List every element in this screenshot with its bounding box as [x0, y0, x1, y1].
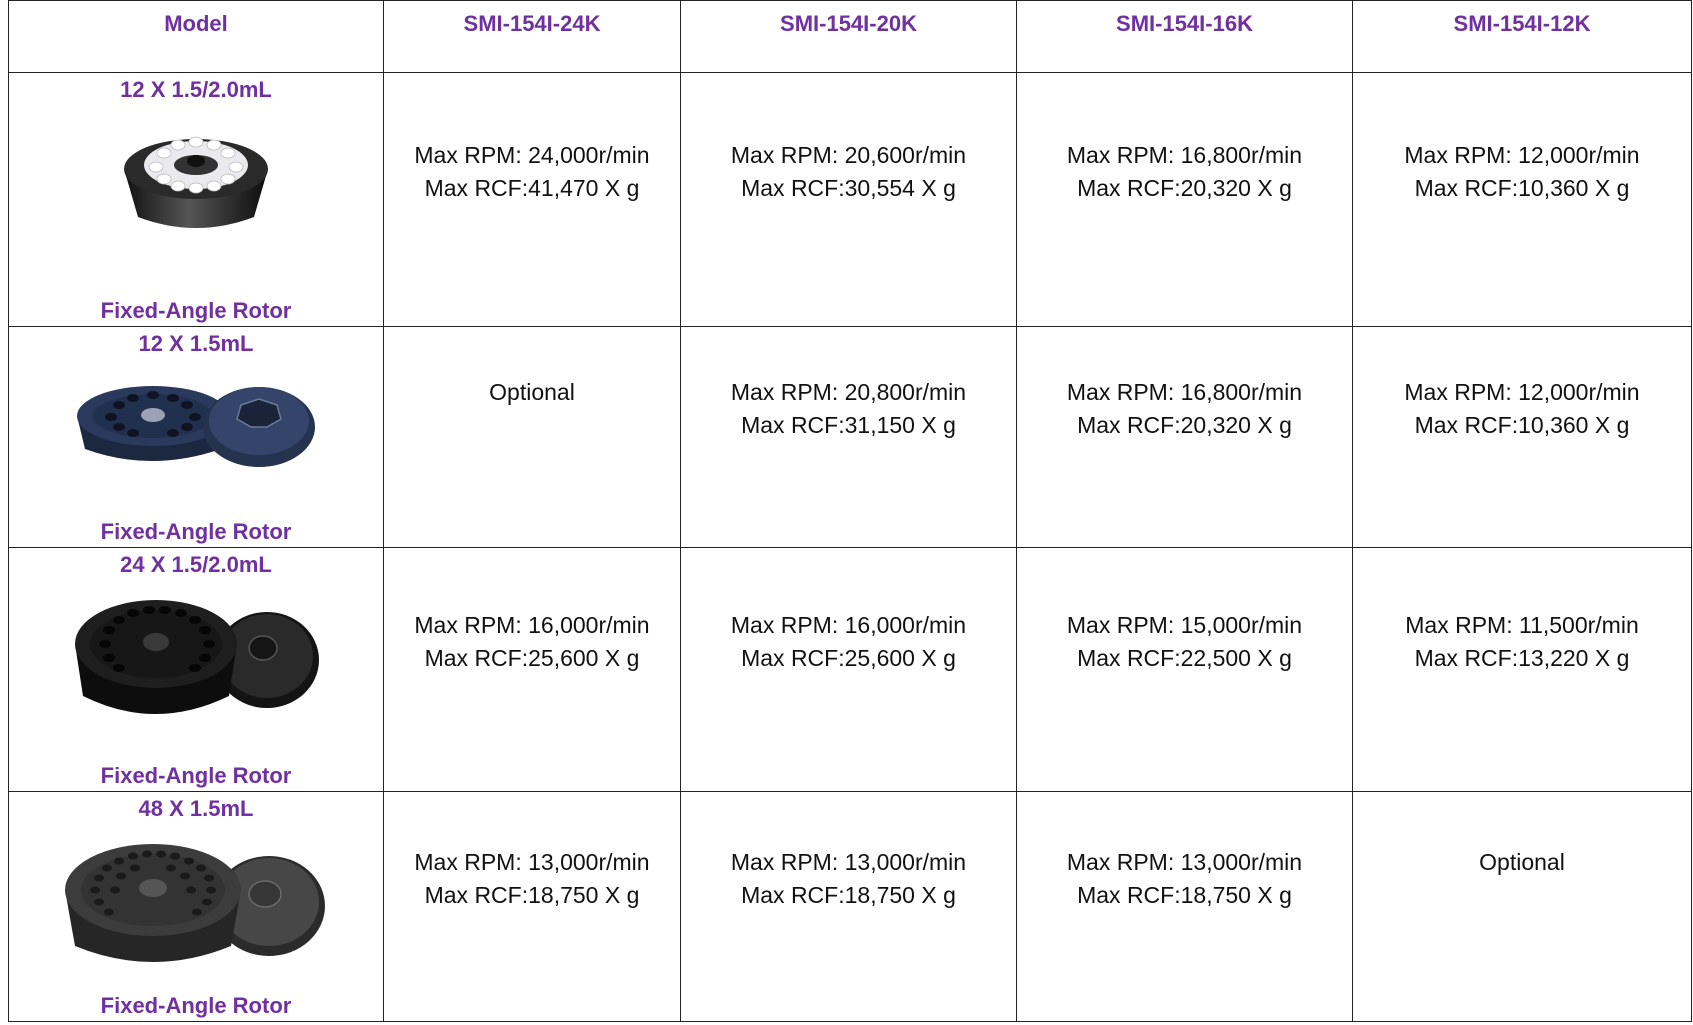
rotor-with-lid-image — [9, 361, 383, 481]
max-rcf: Max RCF:25,600 X g — [741, 644, 956, 671]
table-row — [9, 327, 1692, 548]
max-rcf: Max RCF:31,150 X g — [741, 412, 956, 438]
rotor-with-lid-image — [9, 828, 383, 978]
max-rcf: Max RCF:18,750 X g — [741, 881, 956, 908]
spec-cell — [681, 792, 1017, 1022]
spec-cell — [1353, 73, 1692, 327]
max-rcf: Max RCF:13,220 X g — [1414, 644, 1630, 671]
spec-cell — [1017, 73, 1353, 327]
spec-cell — [681, 73, 1017, 327]
max-rcf: Max RCF:30,554 X g — [741, 174, 956, 201]
max-rcf: Max RCF:18,750 X g — [1077, 881, 1292, 908]
rotor-capacity: 48 X 1.5mL — [138, 796, 254, 821]
rotor-type: Fixed-Angle Rotor — [100, 519, 292, 544]
max-rpm: Max RPM: 11,500r/min — [1405, 611, 1639, 638]
header-model-24k: SMI-154I-24K — [384, 1, 681, 73]
fixed-angle-rotor-image — [9, 109, 383, 239]
table-row — [9, 792, 1692, 1022]
spec-cell — [384, 792, 681, 1022]
rotor-type: Fixed-Angle Rotor — [100, 298, 292, 323]
spec-cell — [1017, 327, 1353, 548]
max-rcf: Max RCF:10,360 X g — [1414, 412, 1630, 438]
max-rpm: Max RPM: 16,000r/min — [730, 611, 967, 638]
spec-cell — [1017, 792, 1353, 1022]
max-rcf: Max RCF:10,360 X g — [1414, 174, 1630, 201]
max-rpm: Max RPM: 12,000r/min — [1404, 379, 1640, 405]
optional-label: Optional — [489, 379, 575, 405]
table-row — [9, 548, 1692, 792]
spec-cell — [1353, 548, 1692, 792]
max-rpm: Max RPM: 16,800r/min — [1066, 141, 1303, 168]
rotor-model-cell — [9, 73, 384, 327]
header-row — [9, 1, 1692, 73]
max-rpm: Max RPM: 13,000r/min — [1066, 848, 1303, 875]
rotor-type: Fixed-Angle Rotor — [100, 993, 292, 1018]
spec-cell — [1353, 327, 1692, 548]
rotor-capacity: 24 X 1.5/2.0mL — [120, 552, 272, 577]
max-rpm: Max RPM: 24,000r/min — [414, 141, 650, 168]
max-rcf: Max RCF:20,320 X g — [1077, 174, 1292, 201]
header-model-16k: SMI-154I-16K — [1017, 1, 1353, 73]
max-rcf — [1353, 879, 1691, 912]
spec-cell — [384, 73, 681, 327]
spec-cell — [384, 548, 681, 792]
rotor-type: Fixed-Angle Rotor — [100, 763, 292, 788]
max-rcf: Max RCF:18,750 X g — [424, 881, 640, 908]
rotor-with-lid-image — [9, 582, 383, 732]
max-rpm: Max RPM: 15,000r/min — [1066, 611, 1303, 638]
rotor-capacity: 12 X 1.5/2.0mL — [120, 77, 272, 102]
max-rcf: Max RCF:41,470 X g — [424, 174, 640, 201]
max-rpm: Max RPM: 13,000r/min — [414, 848, 650, 875]
max-rpm: Max RPM: 13,000r/min — [730, 848, 967, 875]
spec-cell — [681, 548, 1017, 792]
spec-cell — [1353, 792, 1692, 1022]
max-rcf: Max RCF:22,500 X g — [1077, 644, 1292, 671]
header-model: Model — [9, 1, 384, 73]
max-rcf: Max RCF:25,600 X g — [424, 644, 640, 671]
max-rpm: Max RPM: 12,000r/min — [1404, 141, 1640, 168]
rotor-model-cell — [9, 792, 384, 1022]
spec-cell — [1017, 548, 1353, 792]
rotor-capacity: 12 X 1.5mL — [138, 331, 254, 356]
optional-label: Optional — [1479, 848, 1565, 875]
max-rpm: Max RPM: 16,800r/min — [1066, 379, 1303, 405]
header-model-20k: SMI-154I-20K — [681, 1, 1017, 73]
rotor-model-cell — [9, 327, 384, 548]
max-rcf — [384, 409, 680, 442]
rotor-model-cell — [9, 548, 384, 792]
spec-table — [8, 0, 1692, 1022]
max-rpm: Max RPM: 20,600r/min — [730, 141, 967, 168]
header-model-12k: SMI-154I-12K — [1353, 1, 1692, 73]
max-rcf: Max RCF:20,320 X g — [1077, 412, 1292, 438]
max-rpm: Max RPM: 16,000r/min — [414, 611, 650, 638]
spec-cell — [384, 327, 681, 548]
table-row — [9, 73, 1692, 327]
spec-cell — [681, 327, 1017, 548]
max-rpm: Max RPM: 20,800r/min — [730, 379, 967, 405]
